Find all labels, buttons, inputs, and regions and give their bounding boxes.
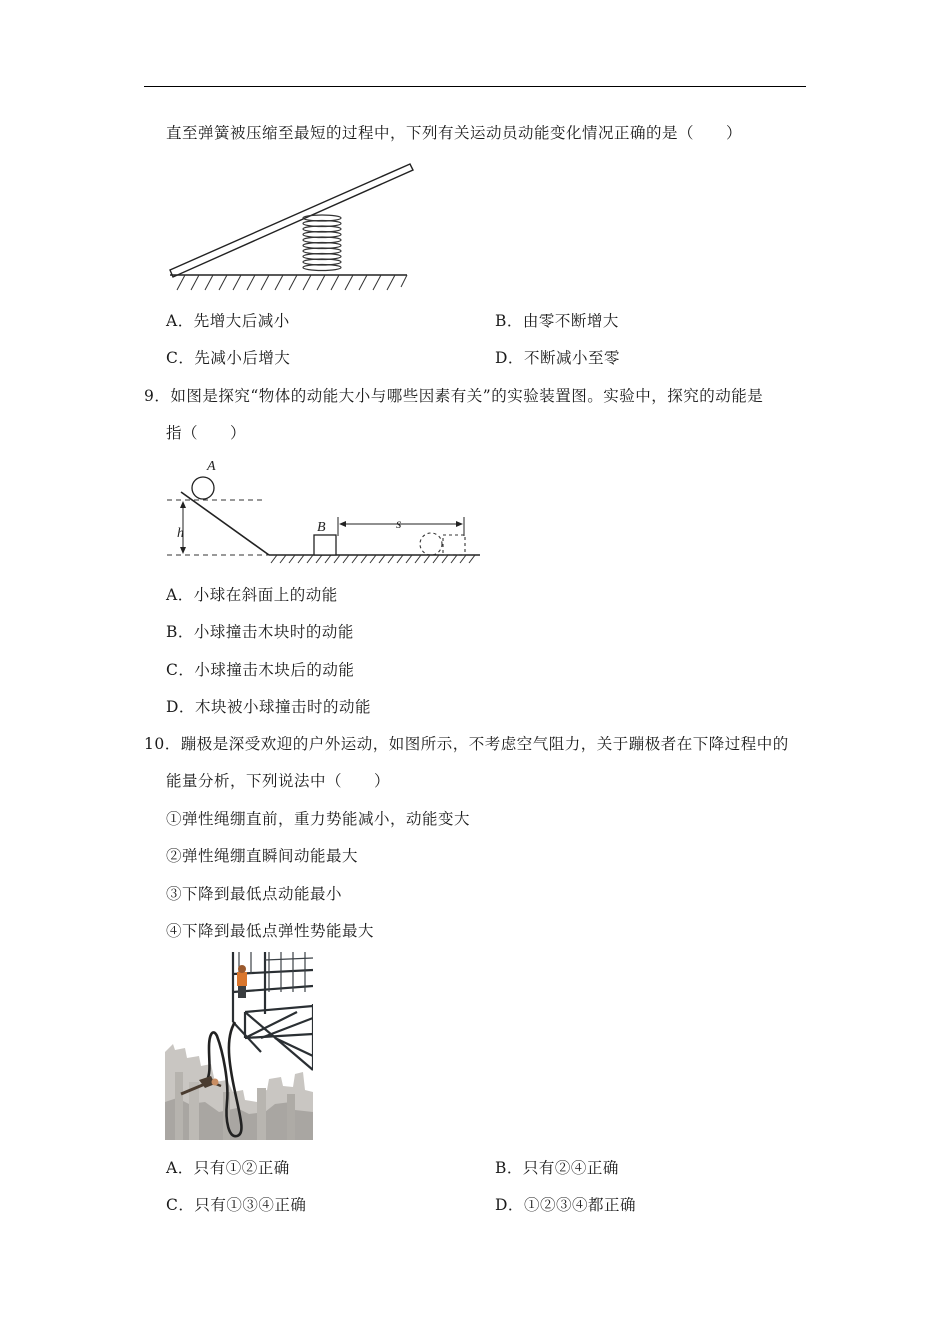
ground-hatching [177,275,407,290]
q10-statement-1: ①弹性绳绷直前，重力势能减小，动能变大 [166,810,471,828]
q8-option-c[interactable]: C．先减小后增大 [166,349,291,367]
ramp [181,492,269,555]
ball-a-label: A [207,459,216,474]
q9-option-a[interactable]: A．小球在斜面上的动能 [166,586,338,604]
q10-stem-line2: 能量分析，下列说法中（ ） [166,772,391,790]
inclined-board [170,164,413,277]
q8-option-b[interactable]: B．由零不断增大 [495,312,619,330]
header-rule [144,86,806,87]
q9-ramp-figure [165,456,485,568]
block-b [314,535,336,555]
q9-stem-line2: 指（ ） [166,424,247,442]
q10-option-c[interactable]: C．只有①③④正确 [166,1196,307,1214]
q10-stem-line1: 10．蹦极是深受欢迎的户外运动，如图所示，不考虑空气阻力，关于蹦极者在下降过程中的 [144,735,789,753]
q8-option-d[interactable]: D．不断减小至零 [495,349,620,367]
q9-option-d[interactable]: D．木块被小球撞击时的动能 [166,698,371,716]
distance-label: s [396,517,402,532]
ball-a [192,477,214,499]
q9-number: 9． [144,387,171,405]
q8-spring-board-figure [165,160,415,295]
q10-option-b[interactable]: B．只有②④正确 [495,1159,619,1177]
q8-stem: 直至弹簧被压缩至最短的过程中，下列有关运动员动能变化情况正确的是（ ） [166,124,743,142]
spring [303,215,341,271]
bungee-photo [165,952,313,1140]
q10-statement-3: ③下降到最低点动能最小 [166,885,343,903]
q10-option-a[interactable]: A．只有①②正确 [166,1159,290,1177]
q10-option-d[interactable]: D．①②③④都正确 [495,1196,636,1214]
q9-option-c[interactable]: C．小球撞击木块后的动能 [166,661,355,679]
q10-statement-2: ②弹性绳绷直瞬间动能最大 [166,847,359,865]
q10-statement-4: ④下降到最低点弹性势能最大 [166,922,375,940]
q9-stem-line1: 9．如图是探究“物体的动能大小与哪些因素有关”的实验装置图。实验中，探究的动能是 [144,387,764,405]
q9-option-b[interactable]: B．小球撞击木块时的动能 [166,623,354,641]
ground-hatching [271,555,475,563]
q10-number: 10． [144,735,181,753]
height-label: h [177,526,184,541]
q8-option-a[interactable]: A．先增大后减小 [166,312,290,330]
block-b-label: B [317,520,326,535]
